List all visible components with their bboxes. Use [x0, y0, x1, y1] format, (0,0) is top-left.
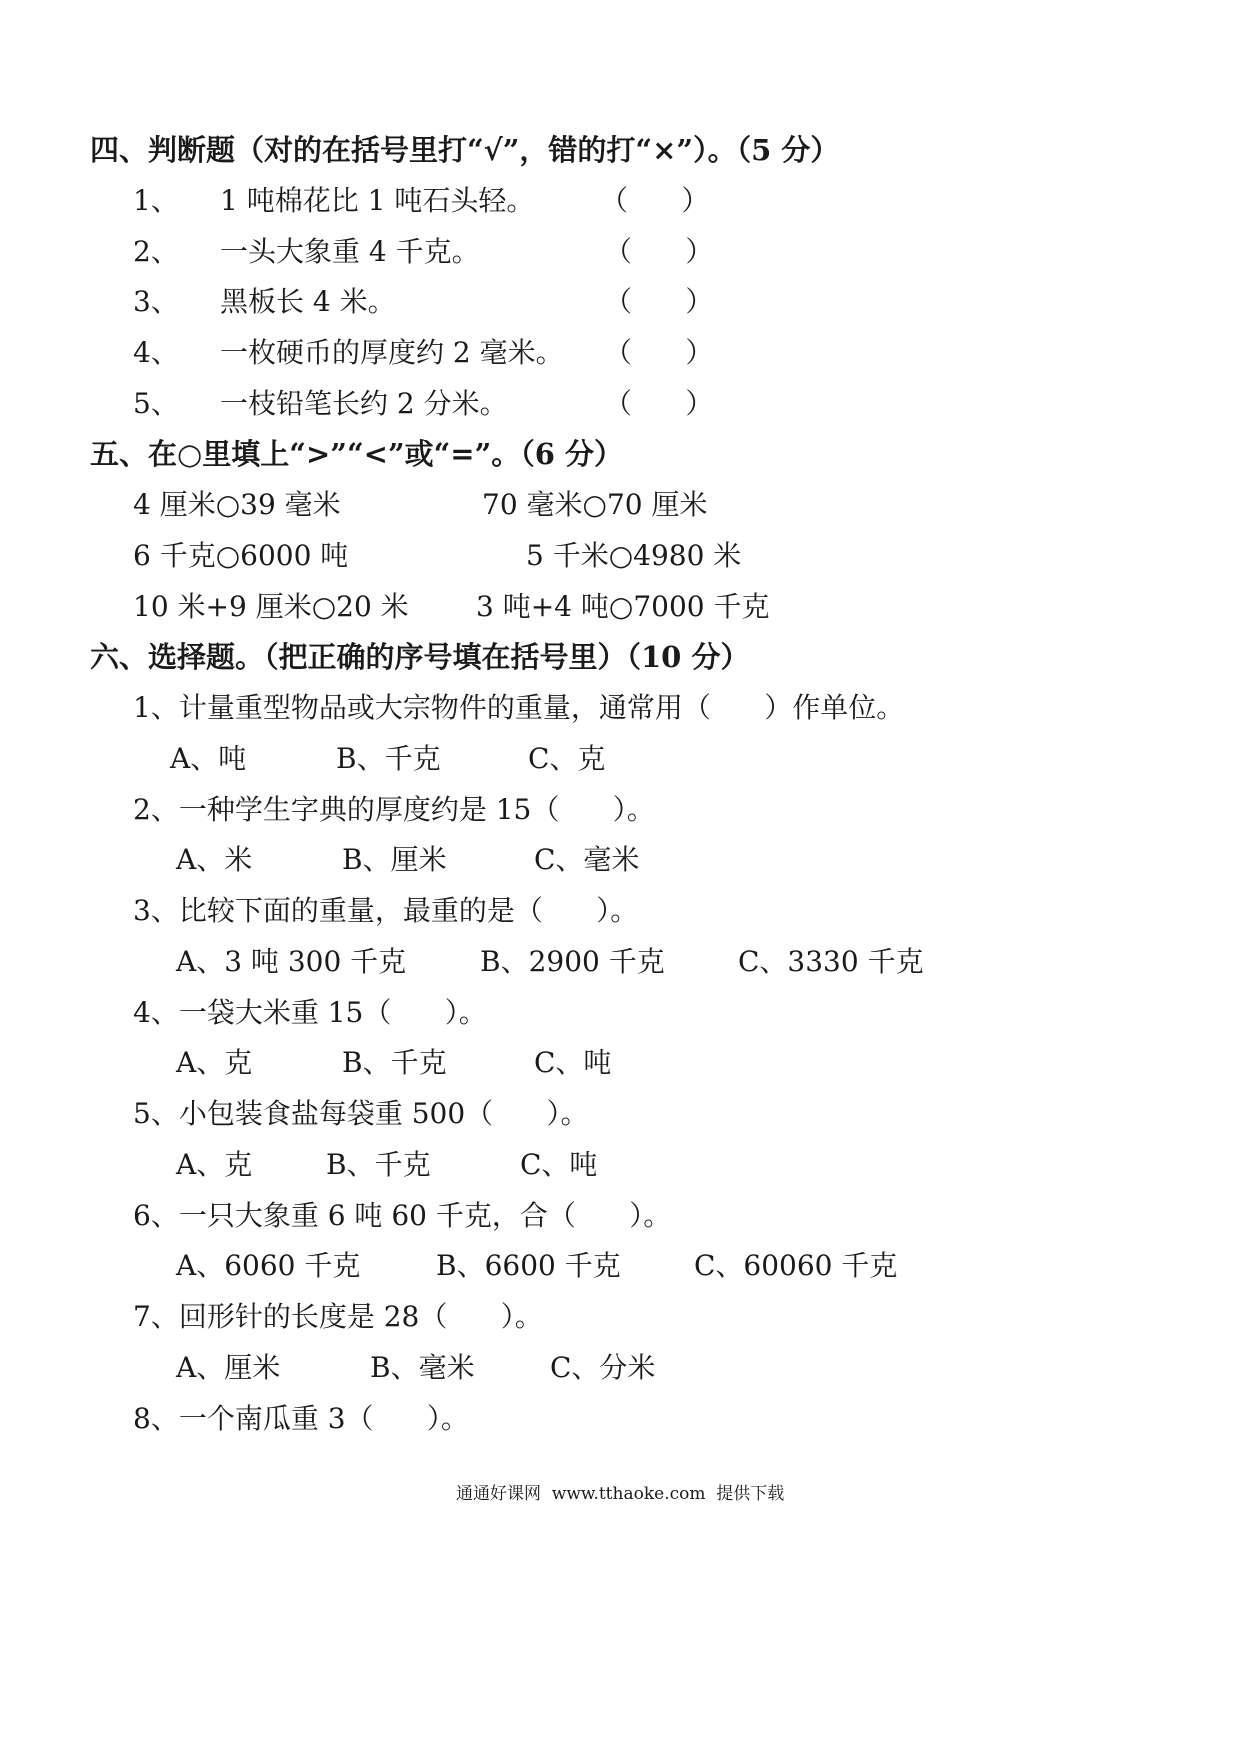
choice-3-option-b: B、2900 千克: [480, 945, 665, 978]
choice-1-option-c: C、克: [528, 742, 606, 775]
choice-7-option-c: C、分米: [550, 1351, 656, 1384]
compare-6: 3 吨+4 吨○7000 千克: [476, 590, 770, 623]
page-footer: 通通好课网 www.tthaoke.com 提供下载: [456, 1484, 785, 1504]
judge-item-4-answer: （ ）: [604, 336, 714, 369]
choice-3-option-a: A、3 吨 300 千克: [176, 945, 407, 978]
judge-item-3-number: 3、: [133, 285, 179, 318]
judge-item-1-text: 1 吨棉花比 1 吨石头轻。: [220, 184, 535, 217]
choice-4-option-a: A、克: [176, 1046, 253, 1079]
judge-item-3-text: 黑板长 4 米。: [220, 285, 396, 318]
compare-1: 4 厘米○39 毫米: [133, 488, 341, 521]
choice-question-2: 2、一种学生字典的厚度约是 15（ ）。: [133, 793, 655, 826]
choice-question-8: 8、一个南瓜重 3（ ）。: [133, 1402, 469, 1435]
choice-question-3: 3、比较下面的重量，最重的是（ ）。: [133, 894, 639, 927]
judge-item-2-number: 2、: [133, 235, 179, 268]
section-4-title: 四、判断题（对的在括号里打“√”，错的打“×”）。（5 分）: [90, 133, 840, 167]
choice-5-option-b: B、千克: [326, 1148, 431, 1181]
choice-question-4: 4、一袋大米重 15（ ）。: [133, 996, 487, 1029]
choice-2-option-c: C、毫米: [534, 843, 640, 876]
choice-question-5: 5、小包装食盐每袋重 500（ ）。: [133, 1097, 589, 1130]
section-5-title: 五、在○里填上“>”“<”或“=”。（6 分）: [90, 437, 624, 471]
judge-item-3-answer: （ ）: [604, 285, 714, 318]
choice-6-option-a: A、6060 千克: [176, 1249, 361, 1282]
judge-item-5-text: 一枝铅笔长约 2 分米。: [220, 387, 508, 420]
compare-3: 6 千克○6000 吨: [133, 539, 349, 572]
choice-7-option-b: B、毫米: [370, 1351, 475, 1384]
judge-item-1-answer: （ ）: [600, 184, 710, 217]
compare-5: 10 米+9 厘米○20 米: [133, 590, 409, 623]
choice-2-option-b: B、厘米: [342, 843, 447, 876]
compare-2: 70 毫米○70 厘米: [482, 488, 708, 521]
choice-1-option-b: B、千克: [336, 742, 441, 775]
judge-item-2-text: 一头大象重 4 千克。: [220, 235, 480, 268]
judge-item-1-number: 1、: [133, 184, 179, 217]
choice-6-option-c: C、60060 千克: [694, 1249, 898, 1282]
judge-item-2-answer: （ ）: [604, 235, 714, 268]
choice-4-option-b: B、千克: [342, 1046, 447, 1079]
choice-question-1: 1、计量重型物品或大宗物件的重量，通常用（ ）作单位。: [133, 691, 905, 724]
choice-4-option-c: C、吨: [534, 1046, 612, 1079]
judge-item-4-text: 一枚硬币的厚度约 2 毫米。: [220, 336, 564, 369]
section-6-title: 六、选择题。（把正确的序号填在括号里）（10 分）: [90, 640, 750, 674]
choice-3-option-c: C、3330 千克: [738, 945, 924, 978]
choice-question-7: 7、回形针的长度是 28（ ）。: [133, 1300, 543, 1333]
choice-1-option-a: A、吨: [170, 742, 247, 775]
choice-6-option-b: B、6600 千克: [436, 1249, 621, 1282]
choice-5-option-a: A、克: [176, 1148, 253, 1181]
compare-4: 5 千米○4980 米: [526, 539, 742, 572]
choice-5-option-c: C、吨: [520, 1148, 598, 1181]
judge-item-5-number: 5、: [133, 387, 179, 420]
judge-item-5-answer: （ ）: [604, 387, 714, 420]
choice-2-option-a: A、米: [176, 843, 253, 876]
judge-item-4-number: 4、: [133, 336, 179, 369]
choice-7-option-a: A、厘米: [176, 1351, 281, 1384]
choice-question-6: 6、一只大象重 6 吨 60 千克，合（ ）。: [133, 1199, 672, 1232]
